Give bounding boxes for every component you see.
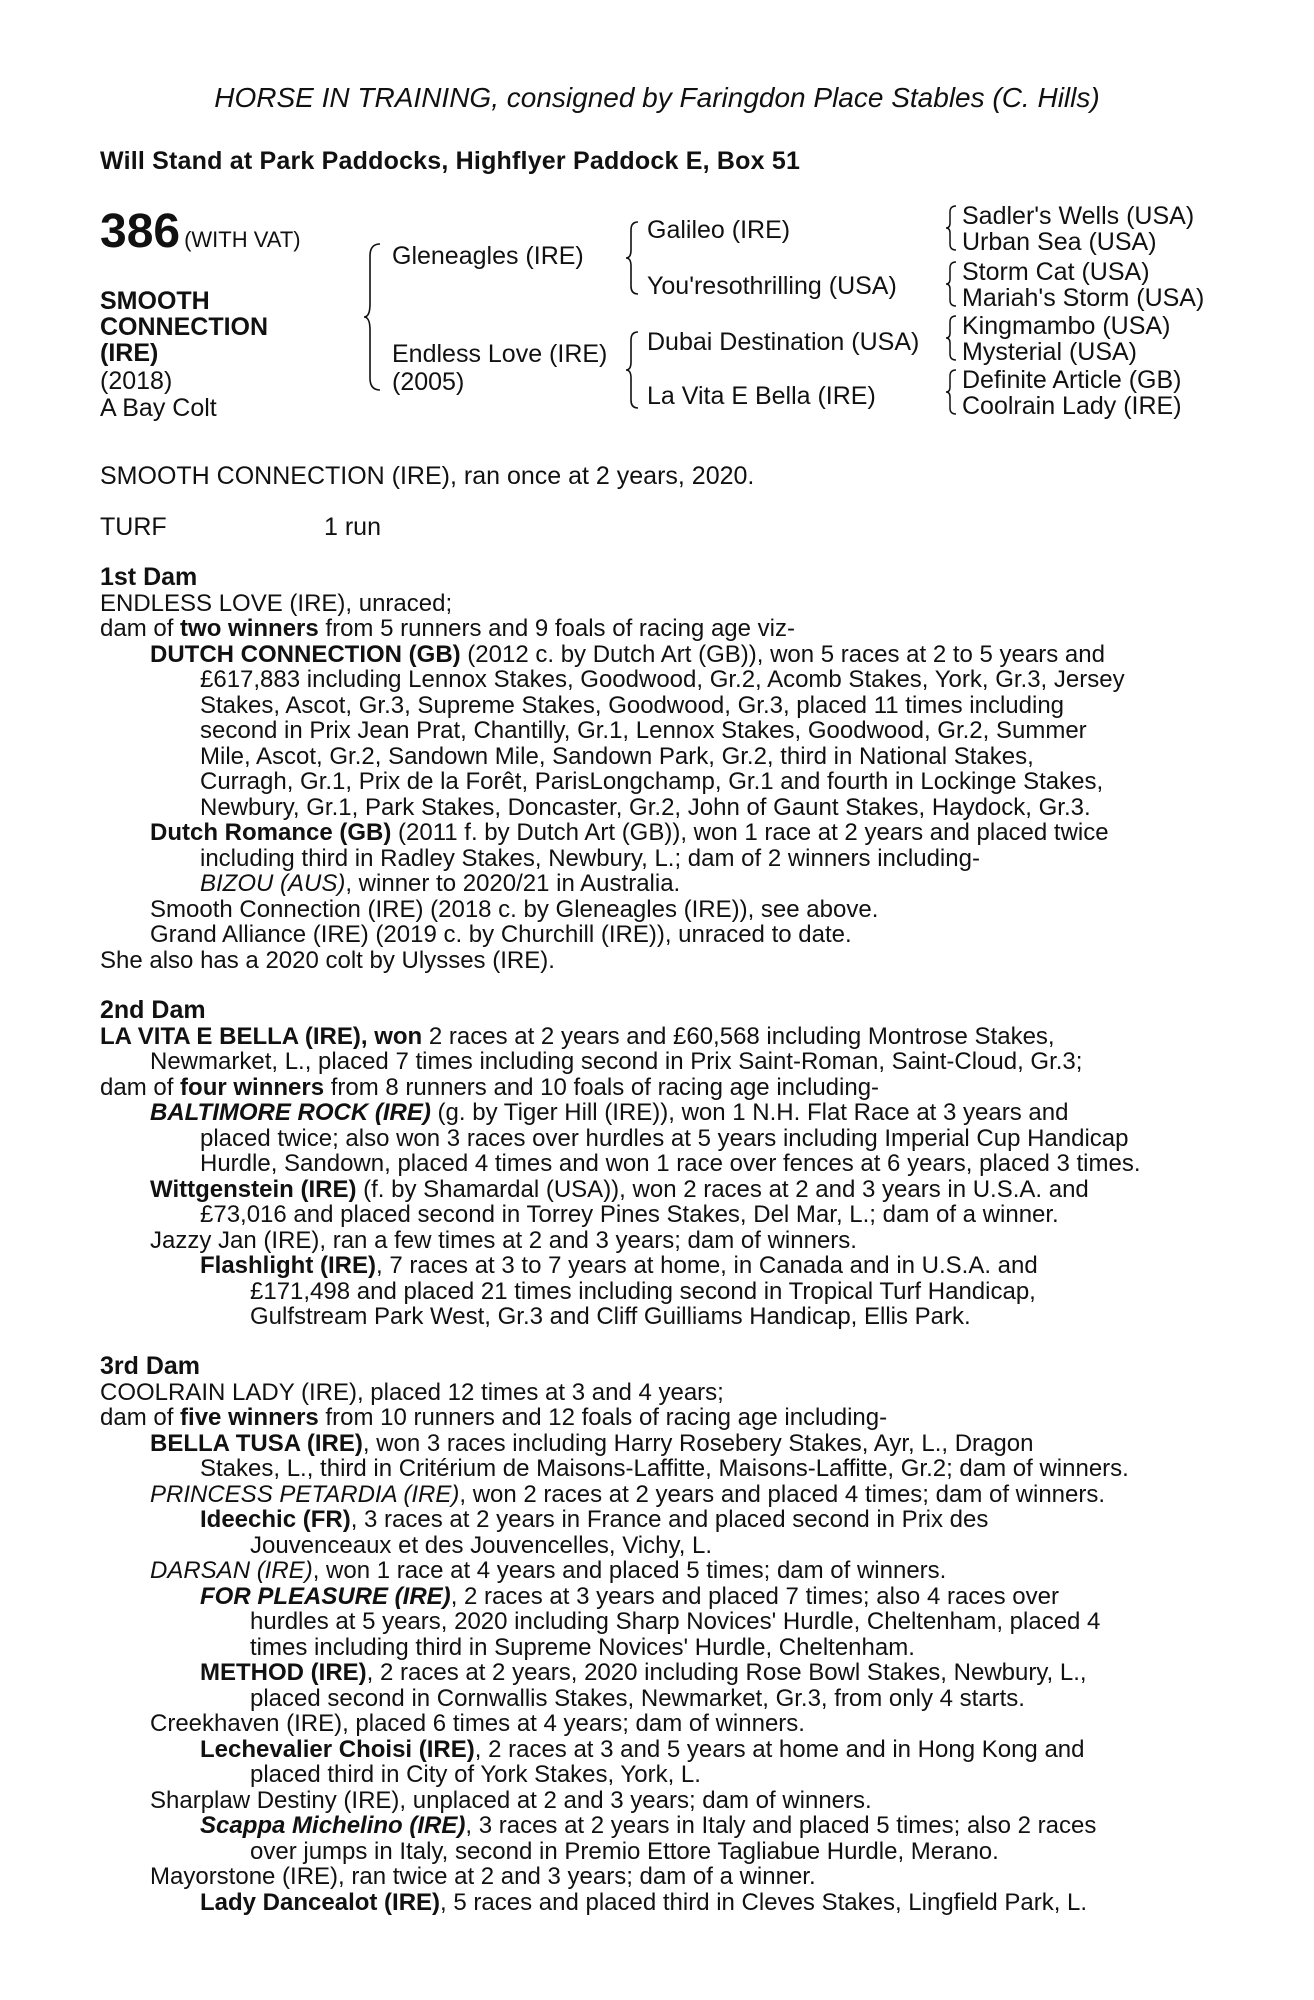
dam-line: ENDLESS LOVE (IRE), unraced; xyxy=(100,589,453,617)
pedigree-dam-sire: Dubai Destination (USA) xyxy=(647,328,920,356)
second-dam-section xyxy=(100,998,1204,1330)
produce-detail: over jumps in Italy, second in Premio Ettore Tagliabue Hurdle, Merano. xyxy=(250,1837,999,1865)
produce-entry: Scappa Michelino (IRE), 3 races at 2 years in Italy and placed 5 times; also 2 races xyxy=(200,1812,1097,1839)
pedigree-g2: Urban Sea (USA) xyxy=(962,228,1157,256)
horse-info xyxy=(100,368,217,422)
pedigree-sire-dam: You'resothrilling (USA) xyxy=(647,272,897,300)
produce-detail: including third in Radley Stakes, Newbury, L.; dam of 2 winners including- xyxy=(200,844,980,872)
produce-entry: Flashlight (IRE), 7 races at 3 to 7 years at home, in Canada and in U.S.A. and xyxy=(200,1252,1038,1279)
produce-summary: dam of five winners from 10 runners and 12 foals of racing age including- xyxy=(100,1404,888,1431)
horse-name-line: CONNECTION xyxy=(100,313,269,341)
pedigree-dam-year: (2005) xyxy=(392,368,465,396)
produce-entry: Wittgenstein (IRE) (f. by Shamardal (USA)), won 2 races at 2 and 3 years in U.S.A. and xyxy=(150,1175,1089,1203)
horse-description: A Bay Colt xyxy=(100,394,217,422)
produce-entry: DARSAN (IRE), won 1 race at 4 years and placed 5 times; dam of winners. xyxy=(150,1557,947,1584)
turf-runs: 1 run xyxy=(324,513,381,541)
pedigree-brace-sire xyxy=(624,220,640,296)
third-dam-section xyxy=(100,1354,1204,1915)
produce-detail: £171,498 and placed 21 times including second in Tropical Turf Handicap, xyxy=(250,1277,1036,1305)
produce-entry: Creekhaven (IRE), placed 6 times at 4 years; dam of winners. xyxy=(150,1710,805,1737)
produce-entry: Ideechic (FR), 3 races at 2 years in France and placed second in Prix des xyxy=(200,1506,989,1533)
lot-number-value: 386 xyxy=(100,205,181,258)
produce-entry: PRINCESS PETARDIA (IRE), won 2 races at 2 years and placed 4 times; dam of winners. xyxy=(150,1480,1106,1508)
produce-detail: Stakes, L., third in Critérium de Maisons-Laffitte, Maisons-Laffitte, Gr.2; dam of winners. xyxy=(200,1455,1129,1482)
section-heading: 1st Dam xyxy=(100,563,198,591)
produce-summary: dam of two winners from 5 runners and 9 foals of racing age viz- xyxy=(100,615,795,642)
pedigree-brace-g3 xyxy=(944,314,958,362)
produce-entry: BIZOU (AUS), winner to 2020/21 in Australia. xyxy=(200,870,681,897)
lot-number xyxy=(100,204,301,259)
pedigree-g5: Kingmambo (USA) xyxy=(962,312,1171,340)
produce-detail: Hurdle, Sandown, placed 4 times and won 1 race over fences at 6 years, placed 3 times. xyxy=(200,1150,1141,1177)
turf-label: TURF xyxy=(100,513,167,541)
pedigree-brace-g2 xyxy=(944,260,958,308)
pedigree-g3: Storm Cat (USA) xyxy=(962,258,1150,286)
produce-entry: BALTIMORE ROCK (IRE) (g. by Tiger Hill (IRE)), won 1 N.H. Flat Race at 3 years and xyxy=(150,1099,1069,1126)
produce-detail: times including third in Supreme Novices' Hurdle, Cheltenham. xyxy=(250,1633,915,1661)
produce-detail: Curragh, Gr.1, Prix de la Forêt, ParisLongchamp, Gr.1 and fourth in Lockinge Stakes, xyxy=(200,768,1104,795)
produce-entry: Sharplaw Destiny (IRE), unplaced at 2 and 3 years; dam of winners. xyxy=(150,1786,872,1814)
produce-entry: Mayorstone (IRE), ran twice at 2 and 3 years; dam of a winner. xyxy=(150,1863,816,1890)
pedigree-brace-g4 xyxy=(944,368,958,416)
produce-detail: hurdles at 5 years, 2020 including Sharp Novices' Hurdle, Cheltenham, placed 4 xyxy=(250,1608,1101,1635)
race-summary: SMOOTH CONNECTION (IRE), ran once at 2 years, 2020. xyxy=(100,462,755,490)
dam-detail: Newmarket, L., placed 7 times including second in Prix Saint-Roman, Saint-Cloud, Gr.3; xyxy=(150,1048,1083,1075)
pedigree-sire-sire: Galileo (IRE) xyxy=(647,216,791,244)
pedigree-sire: Gleneagles (IRE) xyxy=(392,242,584,270)
pedigree-g4: Mariah's Storm (USA) xyxy=(962,284,1205,312)
produce-detail: Jouvenceaux et des Jouvencelles, Vichy, L. xyxy=(250,1531,713,1559)
produce-entry: Smooth Connection (IRE) (2018 c. by Gleneagles (IRE)), see above. xyxy=(150,895,879,923)
produce-detail: Newbury, Gr.1, Park Stakes, Doncaster, Gr.2, John of Gaunt Stakes, Haydock, Gr.3. xyxy=(200,793,1091,821)
horse-name-line: (IRE) xyxy=(100,339,159,367)
produce-entry: Grand Alliance (IRE) (2019 c. by Churchill (IRE)), unraced to date. xyxy=(150,921,852,948)
foaling-year: (2018) xyxy=(100,367,173,395)
horse-name-line: SMOOTH xyxy=(100,287,210,315)
produce-entry: Jazzy Jan (IRE), ran a few times at 2 and 3 years; dam of winners. xyxy=(150,1226,857,1254)
pedigree-g6: Mysterial (USA) xyxy=(962,338,1138,366)
produce-entry: Lechevalier Choisi (IRE), 2 races at 3 and 5 years at home and in Hong Kong and xyxy=(200,1735,1085,1763)
produce-detail: £617,883 including Lennox Stakes, Goodwood, Gr.2, Acomb Stakes, York, Gr.3, Jersey xyxy=(200,666,1125,693)
produce-detail: placed third in City of York Stakes, York, L. xyxy=(250,1761,701,1788)
produce-detail: second in Prix Jean Prat, Chantilly, Gr.1, Lennox Stakes, Goodwood, Gr.2, Summer xyxy=(200,717,1087,744)
produce-entry: METHOD (IRE), 2 races at 2 years, 2020 including Rose Bowl Stakes, Newbury, L., xyxy=(200,1659,1087,1686)
pedigree-g1: Sadler's Wells (USA) xyxy=(962,202,1195,230)
first-dam-section xyxy=(100,565,1204,973)
pedigree-dam: Endless Love (IRE) xyxy=(392,340,608,368)
pedigree-brace-dam xyxy=(624,330,640,410)
produce-detail: Gulfstream Park West, Gr.3 and Cliff Guilliams Handicap, Ellis Park. xyxy=(250,1303,971,1330)
produce-entry: DUTCH CONNECTION (GB) (2012 c. by Dutch Art (GB)), won 5 races at 2 to 5 years and xyxy=(150,640,1105,668)
produce-entry: BELLA TUSA (IRE), won 3 races including Harry Rosebery Stakes, Ayr, L., Dragon xyxy=(150,1429,1034,1457)
vat-note: (WITH VAT) xyxy=(184,227,301,252)
section-heading: 2nd Dam xyxy=(100,996,206,1024)
produce-entry: Dutch Romance (GB) (2011 f. by Dutch Art (GB)), won 1 race at 2 years and placed twice xyxy=(150,819,1109,846)
pedigree-dam-dam: La Vita E Bella (IRE) xyxy=(647,382,876,410)
produce-detail: placed second in Cornwallis Stakes, Newmarket, Gr.3, from only 4 starts. xyxy=(250,1684,1025,1712)
produce-note: She also has a 2020 colt by Ulysses (IRE). xyxy=(100,946,555,974)
section-heading: 3rd Dam xyxy=(100,1352,201,1380)
dam-line: LA VITA E BELLA (IRE), won 2 races at 2 years and £60,568 including Montrose Stakes, xyxy=(100,1022,1055,1050)
pedigree-g8: Coolrain Lady (IRE) xyxy=(962,392,1182,420)
pedigree-brace-main xyxy=(362,242,382,392)
horse-name xyxy=(100,288,340,366)
pedigree-g7: Definite Article (GB) xyxy=(962,366,1182,394)
produce-detail: £73,016 and placed second in Torrey Pines Stakes, Del Mar, L.; dam of a winner. xyxy=(200,1201,1059,1228)
produce-entry: Lady Dancealot (IRE), 5 races and placed third in Cleves Stakes, Lingfield Park, L. xyxy=(200,1888,1088,1916)
produce-detail: placed twice; also won 3 races over hurdles at 5 years including Imperial Cup Handicap xyxy=(200,1124,1129,1152)
dam-line: COOLRAIN LADY (IRE), placed 12 times at 3 and 4 years; xyxy=(100,1378,724,1406)
produce-entry: FOR PLEASURE (IRE), 2 races at 3 years and placed 7 times; also 4 races over xyxy=(200,1582,1059,1610)
page-title: HORSE IN TRAINING, consigned by Faringdon Place Stables (C. Hills) xyxy=(214,82,1100,113)
produce-detail: Mile, Ascot, Gr.2, Sandown Mile, Sandown Park, Gr.2, third in National Stakes, xyxy=(200,742,1034,770)
produce-summary: dam of four winners from 8 runners and 10 foals of racing age including- xyxy=(100,1073,880,1101)
produce-detail: Stakes, Ascot, Gr.3, Supreme Stakes, Goodwood, Gr.3, placed 11 times including xyxy=(200,691,1065,719)
pedigree-brace-g1 xyxy=(944,204,958,252)
stand-location: Will Stand at Park Paddocks, Highflyer Paddock E, Box 51 xyxy=(100,147,801,175)
